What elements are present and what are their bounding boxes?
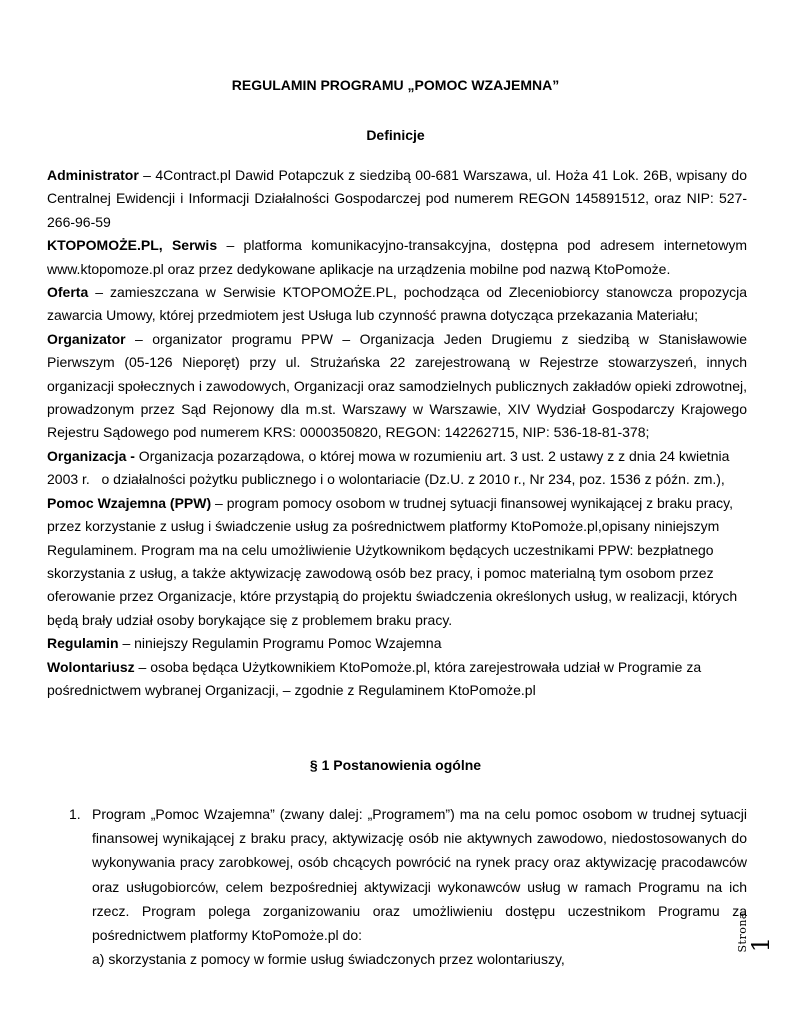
definition-administrator [47, 164, 747, 234]
definition-wolontariusz [47, 656, 747, 703]
list-item-number: 1. [69, 806, 81, 822]
definition-ktopomoze [47, 234, 747, 281]
list-item [47, 802, 747, 971]
page-footer [736, 912, 773, 952]
list-sub-item: a) skorzystania z pomocy w formie usług świadczonych przez wolontariuszy, [92, 951, 565, 968]
definition-text: – osoba będąca Użytkownikiem KtoPomoże.pl, która zarejestrowała udział w Programie za pośrednictwem wybranej Organizacji, – zgodnie z Regulaminem KtoPomoże.pl [47, 658, 702, 698]
definition-term: Wolontariusz [47, 658, 135, 675]
definition-text: – 4Contract.pl Dawid Potapczuk z siedzibą 00-681 Warszawa, ul. Hoża 41 Lok. 26B, wpisany do Centralnej Ewidencji i Informacji Działalności Gospodarczej pod numerem REGON 145891512, oraz NIP: 527-266-96-59 [47, 167, 747, 230]
page-number: 1 [747, 937, 775, 953]
definition-text: – platforma komunikacyjno-transakcyjna, dostępna pod adresem internetowym www.ktopomoze.pl oraz przez dedykowane aplikacje na urządzenia mobilne pod nazwą KtoPomoże. [47, 237, 747, 277]
section-1-list [47, 802, 747, 971]
definition-term: Oferta [47, 284, 89, 301]
definition-text: – niniejszy Regulamin Programu Pomoc Wzajemna [118, 635, 442, 652]
definition-pomoc-wzajemna [47, 492, 747, 632]
definition-text: – organizator programu PPW – Organizacja Jeden Drugiemu z siedzibą w Stanisławowie Pierwszym (05-126 Nieporęt) przy ul. Strużańska 22 zarejestrowaną w Rejestrze stowarzyszeń, innych organizacji społecznych i zawodowych, Organizacji oraz samodzielnych publicznych zakładów opieki zdrowotnej, prowadzonym przez Sąd Rejonowy dla m.st. Warszawy w Warszawie, XIV Wydział Gospodarczy Krajowego Rejestru Sądowego pod numerem KRS: 0000350820, REGON: 142262715, NIP: 536-18-81-378; [47, 330, 747, 441]
section-1-heading: § 1 Postanowienia ogólne [309, 757, 482, 773]
definition-term: Organizator [47, 330, 126, 347]
document-title: REGULAMIN PROGRAMU „POMOC WZAJEMNA” [231, 77, 560, 93]
definition-text: – program pomocy osobom w trudnej sytuacji finansowej wynikającej z braku pracy, przez korzystanie z usług i świadczenie usług za pośrednictwem platformy KtoPomoże.pl,opisany niniejszym Regulaminem. Program ma na celu umożliwienie Użytkownikom będących uczestnikami PPW: bezpłatnego skorzystania z usług, a także aktywizację zawodową osób bez pracy, i pomoc materialną tym osobom przez oferowanie przez Organizacje, które przystąpią do projektu świadczenia określonych usług, w realizacji, których będą brały udział osoby borykające się z problemem braku pracy. [47, 494, 738, 628]
definition-term: Organizacja - [47, 447, 135, 464]
definitions-list [47, 164, 747, 702]
definition-regulamin [47, 632, 747, 655]
list-item-text: Program „Pomoc Wzajemna” (zwany dalej: „Programem”) ma na celu pomoc osobom w trudnej sytuacji finansowej wynikającej z braku pracy, aktywizację osób nie aktywnych zawodowo, niedostosowanych do wykonywania pracy zarobkowej, osób chcących powrócić na rynek pracy oraz aktywizację pracodawców oraz usługobiorców, celem bezpośredniej aktywizacji wykonawców usług w ramach Programu na ich rzecz. Program polega zorganizowaniu oraz umożliwieniu dostępu uczestnikom Programu za pośrednictwem platformy KtoPomoże.pl do: [92, 806, 747, 944]
definition-organizator [47, 328, 747, 445]
definition-term: Regulamin [47, 635, 119, 652]
definitions-heading: Definicje [366, 127, 425, 143]
definition-text: Organizacja pozarządowa, o której mowa w rozumieniu art. 3 ust. 2 ustawy z z dnia 24 kwietnia 2003 r. o działalności pożytku publicznego i o wolontariacie (Dz.U. z 2010 r., Nr 234, poz. 1536 z późn. zm.), [47, 447, 734, 488]
definition-text: – zamieszczana w Serwisie KTOPOMOŻE.PL, pochodząca od Zleceniobiorcy stanowcza propozycja zawarcia Umowy, której przedmiotem jest Usługa lub czynność prawna dotycząca przekazania Materiału; [47, 284, 747, 324]
page-label: Strona [736, 912, 749, 953]
definition-term: Administrator [47, 167, 139, 183]
definition-oferta [47, 281, 747, 328]
definition-term: KTOPOMOŻE.PL, Serwis [47, 237, 218, 254]
definition-organizacja [47, 445, 747, 492]
definition-term: Pomoc Wzajemna (PPW) [47, 494, 212, 511]
